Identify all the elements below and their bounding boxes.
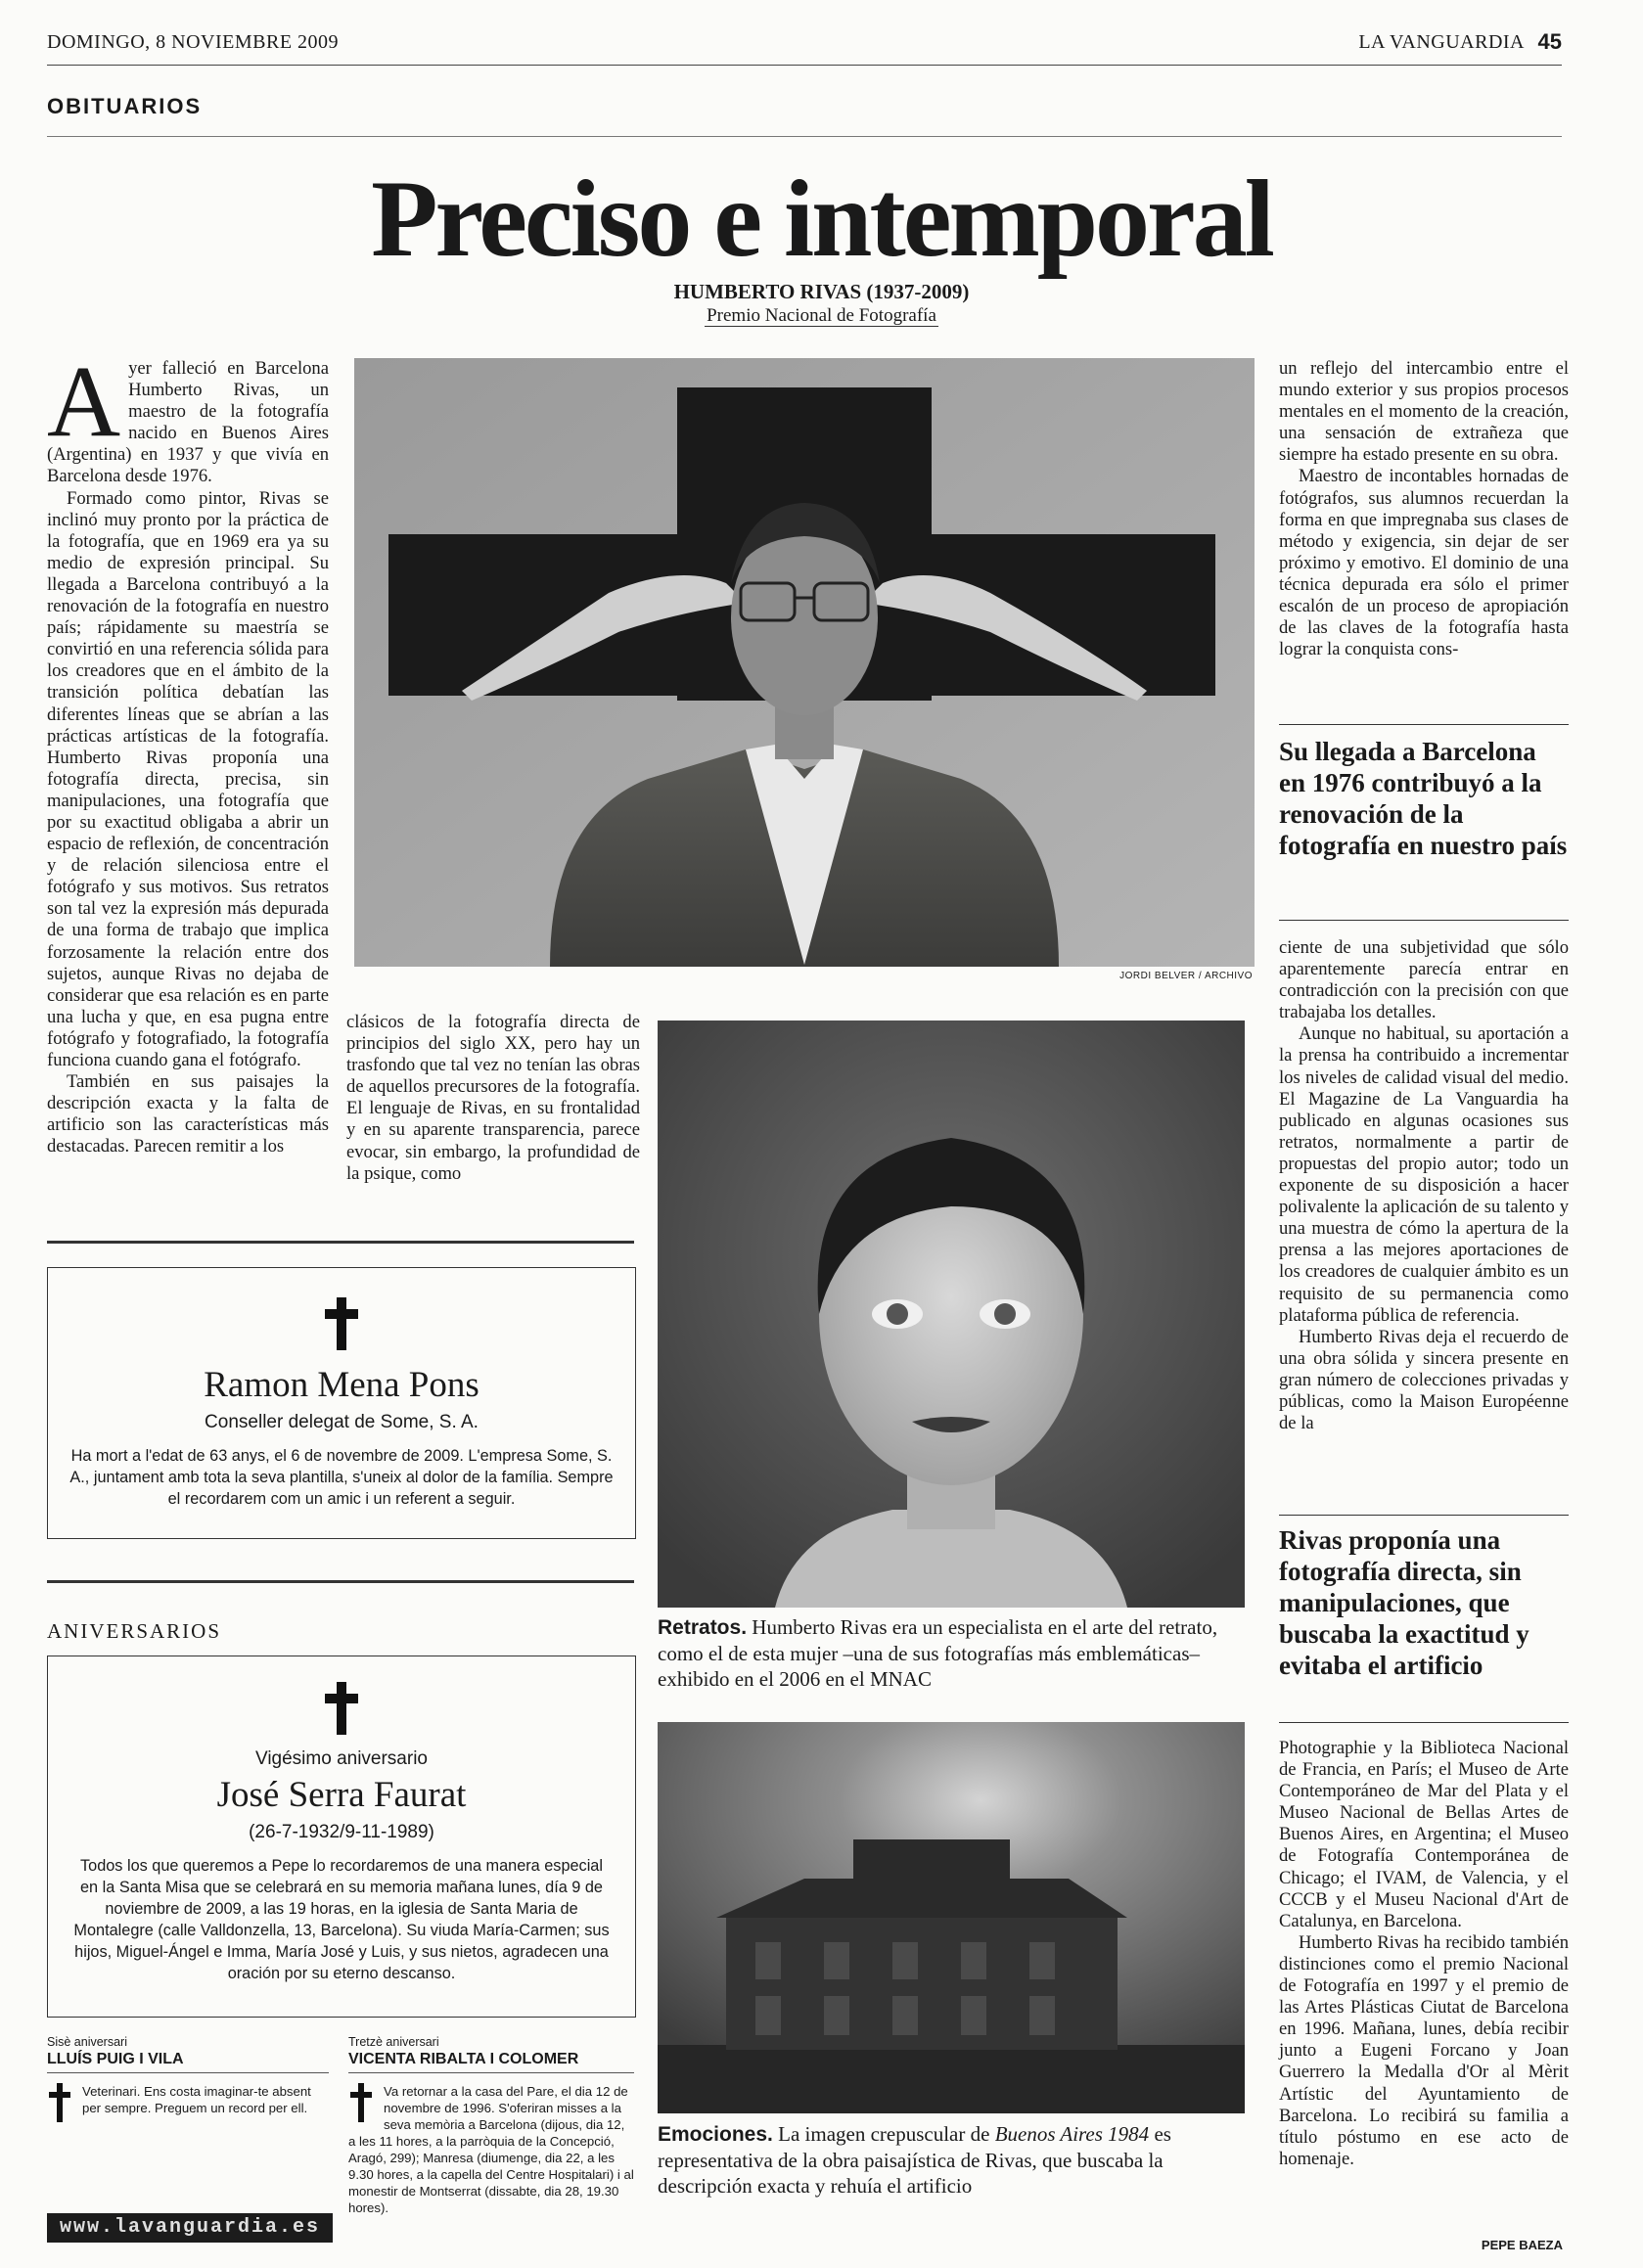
page-header — [47, 29, 1562, 66]
pullquote-rule-top — [1279, 1515, 1569, 1516]
aniversario-dates: (26-7-1932/9-11-1989) — [249, 1822, 434, 1842]
landscape-photo-image — [658, 1722, 1245, 2113]
aniversario-name: José Serra Faurat — [216, 1775, 467, 1815]
landscape-caption — [658, 2121, 1245, 2199]
obituary-text: Ha mort a l'edat de 63 anys, el 6 de novembre de 2009. L'empresa Some, S. A., juntament amb tota la seva plantilla, s'uneix al dolor de la família. Sempre el recordarem com un amic i un referent a seguir. — [69, 1447, 614, 1508]
obituary-name: Ramon Mena Pons — [204, 1365, 479, 1405]
caption-text: Humberto Rivas era un especialista en el arte del retrato, como el de esta mujer –una de sus fotografías más emblemáticas– exhibido en el 2006 en el MNAC — [658, 1615, 1218, 1691]
caption-text: es representativa de la obra paisajística de Rivas, que buscaba la descripción exacta y rehuía el artificio — [658, 2122, 1171, 2198]
pullquote-2: Rivas proponía una fotografía directa, sin manipulaciones, que buscaba la exactitud y evitaba el artificio — [1279, 1525, 1529, 1680]
author-signature: PEPE BAEZA — [1481, 2238, 1563, 2252]
website-banner[interactable]: www.lavanguardia.es — [47, 2213, 333, 2243]
pullquote-rule-bottom — [1279, 920, 1569, 921]
small-aniversario-name: LLUÍS PUIG I VILA — [47, 2051, 329, 2073]
aniversarios-rule — [47, 1580, 634, 1583]
small-aniversario-label: Sisè aniversari — [47, 2035, 127, 2049]
article-column-1 — [47, 345, 329, 1157]
small-aniversario-label: Tretzè aniversari — [348, 2035, 439, 2049]
small-aniversario-2 — [348, 2035, 634, 2216]
headline: Preciso e intemporal — [371, 159, 1272, 280]
small-aniversario-text: Va retornar a la casa del Pare, el dia 12 de novembre de 1996. S'oferiran misses a la seva memòria a Barcelona (dijous, dia 12, a les 11 hores, a la parròquia de la Concepció, Aragó, 299); Manresa (diumenge, dia 22, a les 9.30 hores, a la capella del Centre Hospitalari) i al monestir de Montserrat (dissabte, dia 28, 19.30 hores). — [348, 2084, 634, 2215]
article-column-2 — [346, 1012, 640, 1185]
paragraph: Humberto Rivas ha recibido también distinciones como el premio Nacional de Fotografía en 1997 y el premio de las Artes Plásticas Ciutat de Barcelona en 1996. Mañana, lunes, debía recibir junto a Eugeni Forcano y Joan Guerrero la Medalla d'Or al Mèrit Artístic del Ayuntamiento de Barcelona. Lo recibirá su familia a título póstumo en ese acto de homenaje. — [1279, 1931, 1569, 2169]
obituary-role: Conseller delegat de Some, S. A. — [205, 1412, 479, 1432]
caption-title: Retratos. — [658, 1616, 748, 1639]
paragraph: Aunque no habitual, su aportación a la prensa ha contribuido a incrementar los niveles de calidad visual del medio. El Magazine de La Vanguardia ha publicado en algunas ocasiones sus retratos, normalmente a partir de propuestas del propio autor; todo un exponente de su disposición a hacer polivalente la aplicación de su talento y una muestra de cómo la apertura de la prensa a las mejores aportaciones de los creadores de cualquier ámbito es un requisito de su permanencia como plataforma pública de referencia. — [1279, 1023, 1569, 1326]
section-label: OBITUARIOS — [47, 94, 203, 118]
article-column-3-bottom — [1279, 1738, 1569, 2170]
article-column-3-middle — [1279, 937, 1569, 1434]
paragraph: ciente de una subjetividad que sólo aparentemente parecía entrar en contradicción con la precisión con que trabajaba los detalles. — [1279, 937, 1569, 1023]
issue-date: DOMINGO, 8 NOVIEMBRE 2009 — [47, 31, 340, 53]
portrait-photo — [658, 1021, 1245, 1608]
cross-icon — [322, 1682, 361, 1735]
paragraph: Photographie y la Biblioteca Nacional de Francia, en París; el Museo de Arte Contemporáneo de Mar del Plata y el Museo Nacional de Bellas Artes de Buenos Aires, en Argentina; el Museo de Fotografía Contemporánea de Chicago; el IVAM, de Valencia, y el CCCB y el Museu Nacional d'Art de Catalunya, en Barcelona. — [1279, 1738, 1569, 1931]
main-photo-image — [354, 358, 1255, 967]
obituary-box — [47, 1267, 636, 1539]
paragraph: También en sus paisajes la descripción exacta y la falta de artificio son las características más destacadas. Parecen remitir a los — [47, 1071, 329, 1157]
paragraph: Formado como pintor, Rivas se inclinó muy pronto por la práctica de la fotografía, que en 1969 era ya su medio de expresión principal. Su llegada a Barcelona contribuyó a la renovación de la fotografía en nuestro país; rápidamente su maestría se convirtió en una referencia sólida para los creadores que en el ámbito de la transición política debatían las diferentes líneas que se abrían a las prácticas artísticas de la fotografía. Humberto Rivas proponía una fotografía directa, precisa, sin manipulaciones, una fotografía que por su exactitud obligaba a abrir un espacio de reflexión, de concentración y de relación silenciosa entre el fotógrafo y sus motivos. Sus retratos son tal vez la expresión más depurada de una forma de trabajo que implica forzosamente la relación entre dos sujetos, aunque Rivas no dejaba de considerar que esa relación es en parte una lucha y que, en esa pugna entre fotógrafo y fotografiado, la fotografía funciona cuando gana el fotógrafo. — [47, 487, 329, 1070]
obituary-rule — [47, 1241, 634, 1244]
pullquote-rule-bottom — [1279, 1722, 1569, 1723]
portrait-caption — [658, 1614, 1245, 1692]
paragraph — [47, 345, 329, 488]
caption-title: Emociones. — [658, 2123, 773, 2146]
aniversario-text: Todos los que queremos a Pepe lo recordaremos de una manera especial en la Santa Misa que se celebrará en su memoria mañana lunes, día 9 de noviembre de 2009, a las 19 horas, en la iglesia de Santa Maria de Montalegre (calle Valldonzella, 13, Barcelona). Su viuda María-Carmen; sus hijos, Miguel-Ángel e Imma, María José y Luis, y sus nietos, agradecen una oración por su eterno descanso. — [73, 1857, 610, 1982]
portrait-photo-image — [658, 1021, 1245, 1608]
aniversario-box — [47, 1656, 636, 2018]
small-aniversario-text: Veterinari. Ens costa imaginar-te absent per sempre. Preguem un record per ell. — [82, 2084, 311, 2115]
article-column-3-top — [1279, 358, 1569, 660]
aniversarios-label: ANIVERSARIOS — [47, 1619, 222, 1643]
section-rule — [47, 136, 1562, 137]
caption-artwork-title: Buenos Aires 1984 — [994, 2122, 1150, 2146]
small-aniversario-1 — [47, 2035, 329, 2122]
subtitle-text: Premio Nacional de Fotografía — [707, 305, 936, 326]
byline: HUMBERTO RIVAS (1937-2009) — [673, 280, 970, 303]
cross-icon — [322, 1297, 361, 1350]
paragraph-text: yer falleció en Barcelona Humberto Rivas, un maestro de la fotografía nacido en Buenos Aires (Argentina) en 1937 y que vivía en Barcelona desde 1976. — [47, 358, 329, 487]
paragraph: Maestro de incontables hornadas de fotógrafos, sus alumnos recuerdan la forma en que impregnaba sus clases de método y exigencia, sin dejar de ser próximo y emotivo. El dominio de una técnica depurada era sólo el primer escalón de un proceso de apropiación de las claves de la fotografía hasta lograr la conquista cons- — [1279, 466, 1569, 660]
small-aniversario-name: VICENTA RIBALTA I COLOMER — [348, 2051, 634, 2073]
cross-icon — [348, 2083, 374, 2122]
main-photo — [354, 358, 1255, 967]
caption-text: La imagen crepuscular de — [778, 2122, 990, 2146]
page-number: 45 — [1537, 29, 1562, 54]
main-photo-credit: JORDI BELVER / ARCHIVO — [1119, 971, 1253, 981]
paragraph: Humberto Rivas deja el recuerdo de una obra sólida y sincera presente en gran número de colecciones privadas y públicas, como la Maison Européenne de la — [1279, 1326, 1569, 1434]
paragraph: clásicos de la fotografía directa de principios del siglo XX, pero hay un trasfondo que tal vez no tenían las obras de aquellos precursores de la fotografía. El lenguaje de Rivas, en su frontalidad y en su aparente transparencia, parece evocar, sin embargo, la profundidad de la psique, como — [346, 1012, 640, 1184]
newspaper-name: LA VANGUARDIA — [1358, 31, 1525, 53]
pullquote-1: Su llegada a Barcelona en 1976 contribuyó a la renovación de la fotografía en nuestro país — [1279, 737, 1568, 860]
subtitle — [0, 305, 1643, 327]
aniversario-title: Vigésimo aniversario — [254, 1748, 428, 1769]
drop-cap: A — [47, 345, 121, 458]
paragraph: un reflejo del intercambio entre el mundo exterior y sus propios procesos mentales en el momento de la creación, una sensación de extrañeza que siempre ha estado presente en su obra. — [1279, 358, 1569, 466]
cross-icon — [47, 2083, 72, 2122]
pullquote-rule-top — [1279, 724, 1569, 725]
landscape-photo — [658, 1722, 1245, 2113]
